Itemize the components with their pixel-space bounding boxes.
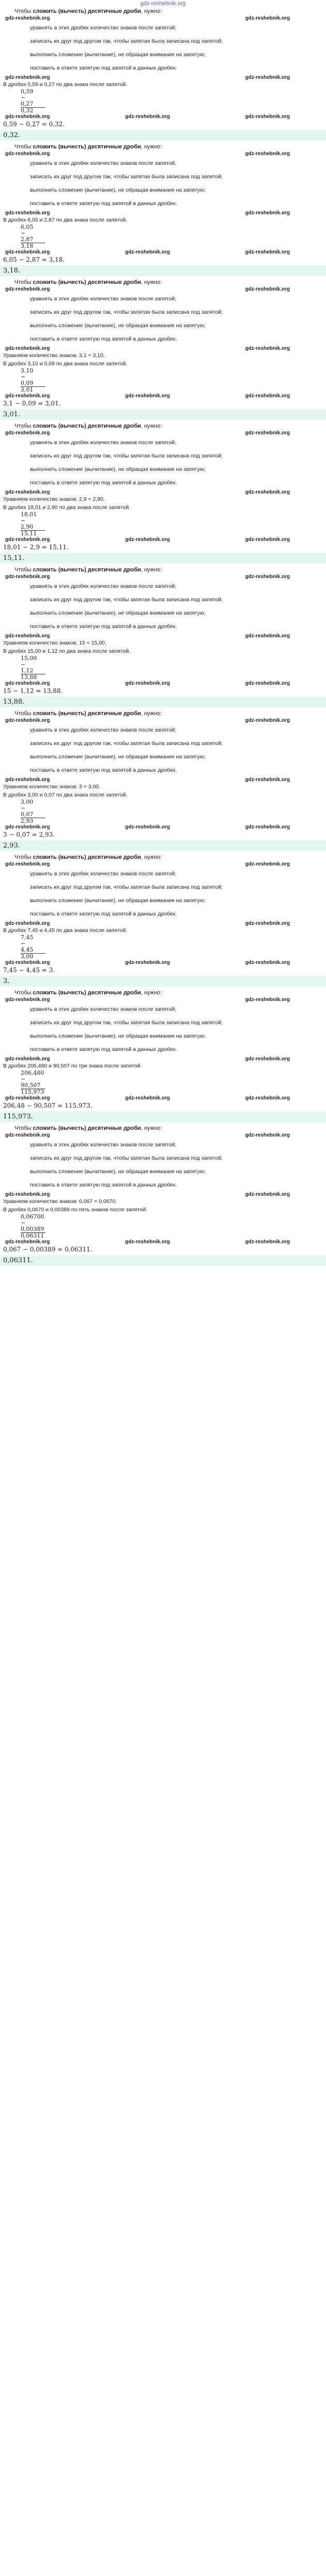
calc-number: 2,93	[21, 818, 34, 824]
rule-step-text: выполнить сложение (вычитание), не обращая внимания на запятую;	[30, 52, 206, 58]
rule-lead: Чтобы	[14, 710, 31, 717]
watermark: gdz-reshebnik.org	[245, 249, 290, 255]
watermark: gdz-reshebnik.org	[245, 286, 290, 292]
calc-number: 4,45	[21, 946, 34, 953]
minus-sign: −	[21, 1076, 26, 1082]
watermark: gdz-reshebnik.org	[5, 537, 50, 543]
watermark-row	[0, 574, 326, 580]
rule-step	[21, 737, 305, 750]
watermark-row	[0, 824, 326, 830]
watermark-row	[0, 1132, 326, 1138]
calc-number: 3,18	[21, 243, 34, 249]
watermark-row	[0, 75, 326, 80]
minus-sign: −	[21, 230, 26, 236]
problem-intro: В дробях 6,05 и 2,87 по два знака после запятой.	[3, 217, 127, 223]
rule-tail: , нужно:	[141, 854, 162, 860]
rule-step	[21, 764, 305, 777]
problem-result: 18,01 − 2,9 = 15,11.	[3, 544, 69, 551]
watermark: gdz-reshebnik.org	[5, 1095, 50, 1101]
rule-bold: сложить (вычесть) десятичные дроби	[32, 567, 141, 573]
problem-result: 0,59 − 0,27 = 0,32.	[3, 121, 65, 128]
watermark: gdz-reshebnik.org	[125, 249, 170, 255]
rule-step	[21, 1151, 305, 1165]
calc-number: 1,12	[21, 667, 34, 674]
rule-lead: Чтобы	[14, 990, 31, 996]
watermark: gdz-reshebnik.org	[245, 15, 290, 21]
watermark: gdz-reshebnik.org	[245, 681, 290, 686]
watermark: gdz-reshebnik.org	[125, 1095, 170, 1101]
rule-step	[21, 580, 305, 593]
calc-number: 3,00	[21, 953, 34, 960]
column-calculation	[0, 224, 326, 249]
rule-steps	[0, 21, 326, 75]
watermark: gdz-reshebnik.org	[125, 114, 170, 120]
rule-step-text: поставить в ответе запятую под запятой в данных дробях.	[30, 1182, 177, 1188]
calc-number: 7,45	[21, 934, 34, 941]
problem-section	[0, 278, 326, 420]
rule-step-text: записать их друг под другом так, чтобы запятая была записана под запятой;	[30, 309, 223, 315]
answer-box: 3.	[0, 976, 326, 987]
watermark-row	[0, 921, 326, 926]
problem-intro-2: В дробях 3,00 и 0,07 по два знака после запятой.	[3, 792, 127, 798]
rule-step-text: уравнять в этих дробях количество знаков после запятой;	[30, 160, 176, 166]
rule-steps	[0, 1003, 326, 1056]
watermark: gdz-reshebnik.org	[245, 1239, 290, 1245]
rule-step-text: поставить в ответе запятую под запятой в данных дробях.	[30, 767, 177, 773]
rule-title	[0, 989, 326, 997]
problem-intro: В дробях 206,480 и 90,507 по три знака после запятой.	[3, 1063, 142, 1069]
rule-step-text: поставить в ответе запятую под запятой в данных дробях.	[30, 911, 177, 917]
rule-lead: Чтобы	[14, 423, 31, 429]
watermark: gdz-reshebnik.org	[5, 824, 50, 830]
rule-step	[21, 867, 305, 880]
calc-number: 115,973	[21, 1089, 44, 1095]
watermark: gdz-reshebnik.org	[5, 960, 50, 965]
rule-lead: Чтобы	[14, 144, 31, 150]
watermark-row	[0, 210, 326, 216]
minus-sign: −	[21, 805, 26, 811]
problem-section	[0, 7, 326, 141]
rule-steps	[0, 580, 326, 633]
rule-bold: сложить (вычесть) десятичные дроби	[32, 854, 141, 860]
rule-step	[21, 1029, 305, 1043]
watermark-row	[0, 346, 326, 351]
watermark-row	[0, 633, 326, 639]
calc-number: 0,06700	[21, 1213, 44, 1220]
watermark: gdz-reshebnik.org	[245, 75, 290, 80]
watermark: gdz-reshebnik.org	[5, 633, 50, 639]
rule-step-text: выполнить сложение (вычитание), не обращая внимания на запятую;	[30, 323, 206, 329]
problem-intro-2: В дробях 15,00 и 1,12 по два знака после запятой.	[3, 648, 131, 654]
rule-title	[0, 853, 326, 861]
problem-intro: Уравняем количество знаков: 0,067 = 0,0670.	[3, 1198, 117, 1205]
rule-step	[21, 306, 305, 319]
watermark: gdz-reshebnik.org	[5, 574, 50, 580]
rule-step-text: записать их друг под другом так, чтобы запятая была записана под запятой;	[30, 38, 223, 44]
calc-number: 0,27	[21, 100, 34, 107]
minus-sign: −	[21, 517, 26, 524]
watermark: gdz-reshebnik.org	[5, 861, 50, 867]
problem-intro: Уравняем количество знаков: 3 = 3,00.	[3, 784, 101, 790]
rule-step	[21, 436, 305, 449]
problem-result: 7,45 − 4,45 = 3.	[3, 967, 55, 974]
rule-step	[21, 593, 305, 606]
calc-number: 2,87	[21, 236, 34, 243]
rule-tail: , нужно:	[141, 567, 162, 573]
minus-sign: −	[21, 94, 26, 101]
calc-number: 0,00389	[21, 1226, 44, 1232]
problem-section	[0, 143, 326, 276]
watermark: gdz-reshebnik.org	[125, 681, 170, 686]
watermark: gdz-reshebnik.org	[5, 15, 50, 21]
rule-step	[21, 476, 305, 489]
problem-section	[0, 989, 326, 1122]
problem-result: 3,1 − 0,09 = 3,01.	[3, 400, 61, 407]
calc-number: 18,01	[21, 511, 37, 518]
watermark: gdz-reshebnik.org	[5, 75, 50, 80]
rule-bold: сложить (вычесть) десятичные дроби	[32, 1125, 141, 1131]
watermark: gdz-reshebnik.org	[245, 574, 290, 580]
watermark: gdz-reshebnik.org	[245, 1056, 290, 1062]
calc-number: 6,05	[21, 224, 34, 230]
rule-step	[21, 723, 305, 737]
answer-box: 15,11.	[0, 553, 326, 564]
watermark-row	[0, 718, 326, 723]
rule-steps	[0, 1138, 326, 1192]
problem-result: 6,05 − 2,87 = 3,18.	[3, 256, 65, 263]
problem-result: 0,067 − 0,00389 = 0,06311.	[3, 1246, 92, 1253]
rule-step-text: выполнить сложение (вычитание), не обращая внимания на запятую;	[30, 897, 206, 904]
rule-step-text: выполнить сложение (вычитание), не обращая внимания на запятую;	[30, 466, 206, 472]
minus-sign: −	[21, 1219, 26, 1226]
watermark: gdz-reshebnik.org	[5, 718, 50, 723]
rule-step-text: уравнять в этих дробях количество знаков после запятой;	[30, 727, 176, 733]
rule-tail: , нужно:	[141, 279, 162, 285]
rule-bold: сложить (вычесть) десятичные дроби	[32, 423, 141, 429]
rule-step-text: записать их друг под другом так, чтобы запятая была записана под запятой;	[30, 884, 223, 890]
rule-step	[21, 750, 305, 764]
watermark: gdz-reshebnik.org	[245, 430, 290, 436]
problem-section	[0, 566, 326, 707]
rule-step-text: уравнять в этих дробях количество знаков после запятой;	[30, 296, 176, 302]
solution-content	[0, 7, 326, 1266]
watermark: gdz-reshebnik.org	[5, 1239, 50, 1245]
rule-title	[0, 278, 326, 286]
watermark: gdz-reshebnik.org	[5, 114, 50, 120]
rule-step	[21, 21, 305, 35]
column-calculation	[0, 368, 326, 393]
problem-section	[0, 853, 326, 987]
problem-intro: Уравняем количество знаков: 2,9 = 2,90.	[3, 496, 105, 502]
watermark: gdz-reshebnik.org	[245, 633, 290, 639]
rule-step	[21, 332, 305, 346]
rule-step-text: поставить в ответе запятую под запятой в данных дробях.	[30, 1046, 177, 1053]
watermark-row	[0, 393, 326, 399]
calc-number: 15,11	[21, 530, 37, 537]
rule-title	[0, 422, 326, 430]
problem-intro-2: В дробях 18,01 и 2,90 по два знака после запятой.	[3, 504, 131, 511]
column-calculation	[0, 935, 326, 960]
watermark: gdz-reshebnik.org	[245, 151, 290, 157]
watermark: gdz-reshebnik.org	[245, 114, 290, 120]
watermark: gdz-reshebnik.org	[125, 1239, 170, 1245]
rule-step	[21, 463, 305, 476]
watermark-row	[0, 15, 326, 21]
rule-title	[0, 143, 326, 151]
rule-steps	[0, 723, 326, 777]
watermark: gdz-reshebnik.org	[5, 997, 50, 1003]
rule-lead: Чтобы	[14, 1125, 31, 1131]
watermark: gdz-reshebnik.org	[245, 346, 290, 351]
rule-step	[21, 1165, 305, 1178]
rule-step	[21, 292, 305, 306]
watermark: gdz-reshebnik.org	[245, 824, 290, 830]
answer-box: 3,01.	[0, 409, 326, 420]
problem-result: 15 − 1,12 = 13,88.	[3, 687, 63, 694]
watermark: gdz-reshebnik.org	[5, 921, 50, 926]
answer-box: 0,06311.	[0, 1255, 326, 1266]
rule-step-text: записать их друг под другом так, чтобы запятая была записана под запятой;	[30, 597, 223, 603]
calc-number: 0,07	[21, 811, 34, 818]
rule-tail: , нужно:	[141, 710, 162, 717]
rule-bold: сложить (вычесть) десятичные дроби	[32, 144, 141, 150]
rule-step	[21, 61, 305, 75]
watermark: gdz-reshebnik.org	[245, 537, 290, 543]
rule-steps	[0, 436, 326, 489]
rule-step	[21, 606, 305, 620]
column-calculation	[0, 512, 326, 537]
watermark-row	[0, 777, 326, 783]
rule-step-text: записать их друг под другом так, чтобы запятая была записана под запятой;	[30, 1155, 223, 1161]
rule-step	[21, 894, 305, 907]
watermark-row	[0, 1095, 326, 1101]
watermark-row	[0, 997, 326, 1003]
watermark-row	[0, 960, 326, 965]
watermark: gdz-reshebnik.org	[5, 1192, 50, 1197]
rule-step-text: поставить в ответе запятую под запятой в данных дробях.	[30, 623, 177, 630]
watermark-row	[0, 286, 326, 292]
rule-step	[21, 1138, 305, 1151]
watermark: gdz-reshebnik.org	[125, 537, 170, 543]
rule-step	[21, 907, 305, 921]
rule-step-text: выполнить сложение (вычитание), не обращая внимания на запятую;	[30, 754, 206, 760]
watermark-row	[0, 1056, 326, 1062]
rule-bold: сложить (вычесть) десятичные дроби	[32, 279, 141, 285]
watermark: gdz-reshebnik.org	[5, 489, 50, 495]
watermark: gdz-reshebnik.org	[5, 1132, 50, 1138]
problem-section	[0, 709, 326, 851]
rule-step-text: уравнять в этих дробях количество знаков после запятой;	[30, 439, 176, 446]
rule-title	[0, 1124, 326, 1132]
rule-step-text: уравнять в этих дробях количество знаков после запятой;	[30, 871, 176, 877]
calc-number: 0,32	[21, 107, 34, 114]
rule-step-text: уравнять в этих дробях количество знаков после запятой;	[30, 1142, 176, 1148]
answer-box: 13,88.	[0, 697, 326, 707]
rule-step	[21, 449, 305, 463]
watermark: gdz-reshebnik.org	[5, 1056, 50, 1062]
watermark: gdz-reshebnik.org	[5, 151, 50, 157]
rule-step	[21, 183, 305, 197]
rule-bold: сложить (вычесть) десятичные дроби	[32, 710, 141, 717]
calc-number: 13,88	[21, 674, 37, 681]
watermark: gdz-reshebnik.org	[5, 249, 50, 255]
rule-title	[0, 709, 326, 718]
watermark: gdz-reshebnik.org	[245, 393, 290, 399]
minus-sign: −	[21, 661, 26, 668]
minus-sign: −	[21, 940, 26, 947]
rule-step	[21, 880, 305, 894]
watermark-row	[0, 430, 326, 436]
rule-step-text: записать их друг под другом так, чтобы запятая была записана под запятой;	[30, 174, 223, 180]
problem-result: 206,48 − 90,507 = 115,973.	[3, 1102, 92, 1109]
watermark-row	[0, 1192, 326, 1197]
watermark: gdz-reshebnik.org	[125, 960, 170, 965]
calc-number: 0,59	[21, 88, 34, 95]
rule-step	[21, 48, 305, 61]
rule-title	[0, 7, 326, 15]
watermark: gdz-reshebnik.org	[125, 824, 170, 830]
rule-step	[21, 35, 305, 48]
site-name: gdz-reshebnik.org	[140, 1, 186, 7]
watermark: gdz-reshebnik.org	[245, 997, 290, 1003]
rule-step-text: поставить в ответе запятую под запятой в данных дробях.	[30, 336, 177, 342]
rule-step	[21, 319, 305, 332]
watermark: gdz-reshebnik.org	[245, 718, 290, 723]
watermark: gdz-reshebnik.org	[5, 210, 50, 216]
rule-step	[21, 170, 305, 183]
problem-intro: В дробях 7,45 и 4,45 по два знака после запятой.	[3, 927, 127, 934]
watermark-row	[0, 249, 326, 255]
watermark: gdz-reshebnik.org	[245, 861, 290, 867]
rule-steps	[0, 292, 326, 346]
rule-step-text: уравнять в этих дробях количество знаков после запятой;	[30, 25, 176, 31]
problem-intro-2: В дробях 3,10 и 0,09 по два знака после запятой.	[3, 361, 127, 367]
column-calculation	[0, 1214, 326, 1239]
answer-box: 2,93.	[0, 840, 326, 851]
answer-box: 0,32.	[0, 130, 326, 141]
rule-bold: сложить (вычесть) десятичные дроби	[32, 990, 141, 996]
rule-step-text: выполнить сложение (вычитание), не обращая внимания на запятую;	[30, 610, 206, 616]
watermark: gdz-reshebnik.org	[5, 286, 50, 292]
watermark-row	[0, 1239, 326, 1245]
minus-sign: −	[21, 374, 26, 380]
rule-step	[21, 620, 305, 633]
watermark: gdz-reshebnik.org	[245, 1095, 290, 1101]
problem-intro-2: В дробях 0,0670 и 0,00389 по пять знаков после запятой.	[3, 1207, 148, 1213]
watermark: gdz-reshebnik.org	[125, 393, 170, 399]
rule-steps	[0, 867, 326, 921]
rule-step	[21, 157, 305, 170]
calc-number: 3,10	[21, 367, 34, 374]
watermark: gdz-reshebnik.org	[5, 430, 50, 436]
column-calculation	[0, 655, 326, 681]
watermark: gdz-reshebnik.org	[5, 393, 50, 399]
calc-number: 0,09	[21, 380, 34, 386]
rule-step	[21, 1043, 305, 1056]
problem-intro: В дробях 0,59 и 0,27 по два знака после запятой.	[3, 81, 127, 88]
watermark: gdz-reshebnik.org	[5, 681, 50, 686]
rule-step-text: записать их друг под другом так, чтобы запятая была записана под запятой;	[30, 740, 223, 747]
calc-number: 206,480	[21, 1070, 44, 1076]
watermark: gdz-reshebnik.org	[245, 1192, 290, 1197]
watermark: gdz-reshebnik.org	[5, 777, 50, 783]
rule-step-text: уравнять в этих дробях количество знаков после запятой;	[30, 583, 176, 589]
rule-step-text: записать их друг под другом так, чтобы запятая была записана под запятой;	[30, 1020, 223, 1026]
rule-title	[0, 566, 326, 574]
answer-box: 3,18.	[0, 265, 326, 276]
watermark-row	[0, 151, 326, 157]
rule-tail: , нужно:	[141, 1125, 162, 1131]
rule-step-text: поставить в ответе запятую под запятой в данных дробях.	[30, 480, 177, 486]
rule-step	[21, 197, 305, 210]
watermark-row	[0, 114, 326, 120]
watermark: gdz-reshebnik.org	[245, 489, 290, 495]
watermark-row	[0, 681, 326, 686]
calc-number: 3,00	[21, 799, 34, 805]
rule-tail: , нужно:	[141, 8, 162, 14]
rule-step-text: поставить в ответе запятую под запятой в данных дробях.	[30, 200, 177, 207]
rule-step	[21, 1003, 305, 1016]
calc-number: 3,01	[21, 386, 34, 393]
watermark: gdz-reshebnik.org	[5, 346, 50, 351]
rule-lead: Чтобы	[14, 854, 31, 860]
watermark-row	[0, 489, 326, 495]
calc-number: 90,507	[21, 1082, 41, 1089]
watermark-row	[0, 537, 326, 543]
rule-step	[21, 1178, 305, 1192]
rule-tail: , нужно:	[141, 990, 162, 996]
rule-lead: Чтобы	[14, 567, 31, 573]
column-calculation	[0, 1070, 326, 1095]
problem-section	[0, 422, 326, 564]
calc-number: 0,06311	[21, 1232, 44, 1239]
answer-box: 115,973.	[0, 1111, 326, 1122]
rule-lead: Чтобы	[14, 8, 31, 14]
calc-number: 2,90	[21, 523, 34, 530]
rule-tail: , нужно:	[141, 144, 162, 150]
watermark-row	[0, 861, 326, 867]
rule-step-text: выполнить сложение (вычитание), не обращая внимания на запятую;	[30, 1033, 206, 1039]
watermark: gdz-reshebnik.org	[245, 960, 290, 965]
watermark: gdz-reshebnik.org	[245, 921, 290, 926]
rule-step-text: выполнить сложение (вычитание), не обращая внимания на запятую;	[30, 1168, 206, 1175]
rule-step	[21, 1016, 305, 1029]
rule-steps	[0, 157, 326, 210]
watermark: gdz-reshebnik.org	[245, 1132, 290, 1138]
problem-section	[0, 1124, 326, 1266]
rule-step-text: записать их друг под другом так, чтобы запятая была записана под запятой;	[30, 453, 223, 459]
problem-intro: Уравняем количество знаков: 15 = 15,00.	[3, 640, 107, 646]
rule-tail: , нужно:	[141, 423, 162, 429]
watermark: gdz-reshebnik.org	[245, 777, 290, 783]
rule-step-text: выполнить сложение (вычитание), не обращая внимания на запятую;	[30, 187, 206, 193]
watermark: gdz-reshebnik.org	[245, 210, 290, 216]
rule-lead: Чтобы	[14, 279, 31, 285]
problem-intro: Уравняем количество знаков: 3,1 = 3,10.	[3, 352, 105, 359]
rule-bold: сложить (вычесть) десятичные дроби	[32, 8, 141, 14]
column-calculation	[0, 89, 326, 114]
site-header	[0, 0, 326, 7]
problem-result: 3 − 0,07 = 2,93.	[3, 831, 55, 838]
rule-step-text: поставить в ответе запятую под запятой в данных дробях.	[30, 65, 177, 71]
rule-step-text: уравнять в этих дробях количество знаков после запятой;	[30, 1006, 176, 1012]
calc-number: 15,00	[21, 655, 37, 662]
column-calculation	[0, 799, 326, 824]
